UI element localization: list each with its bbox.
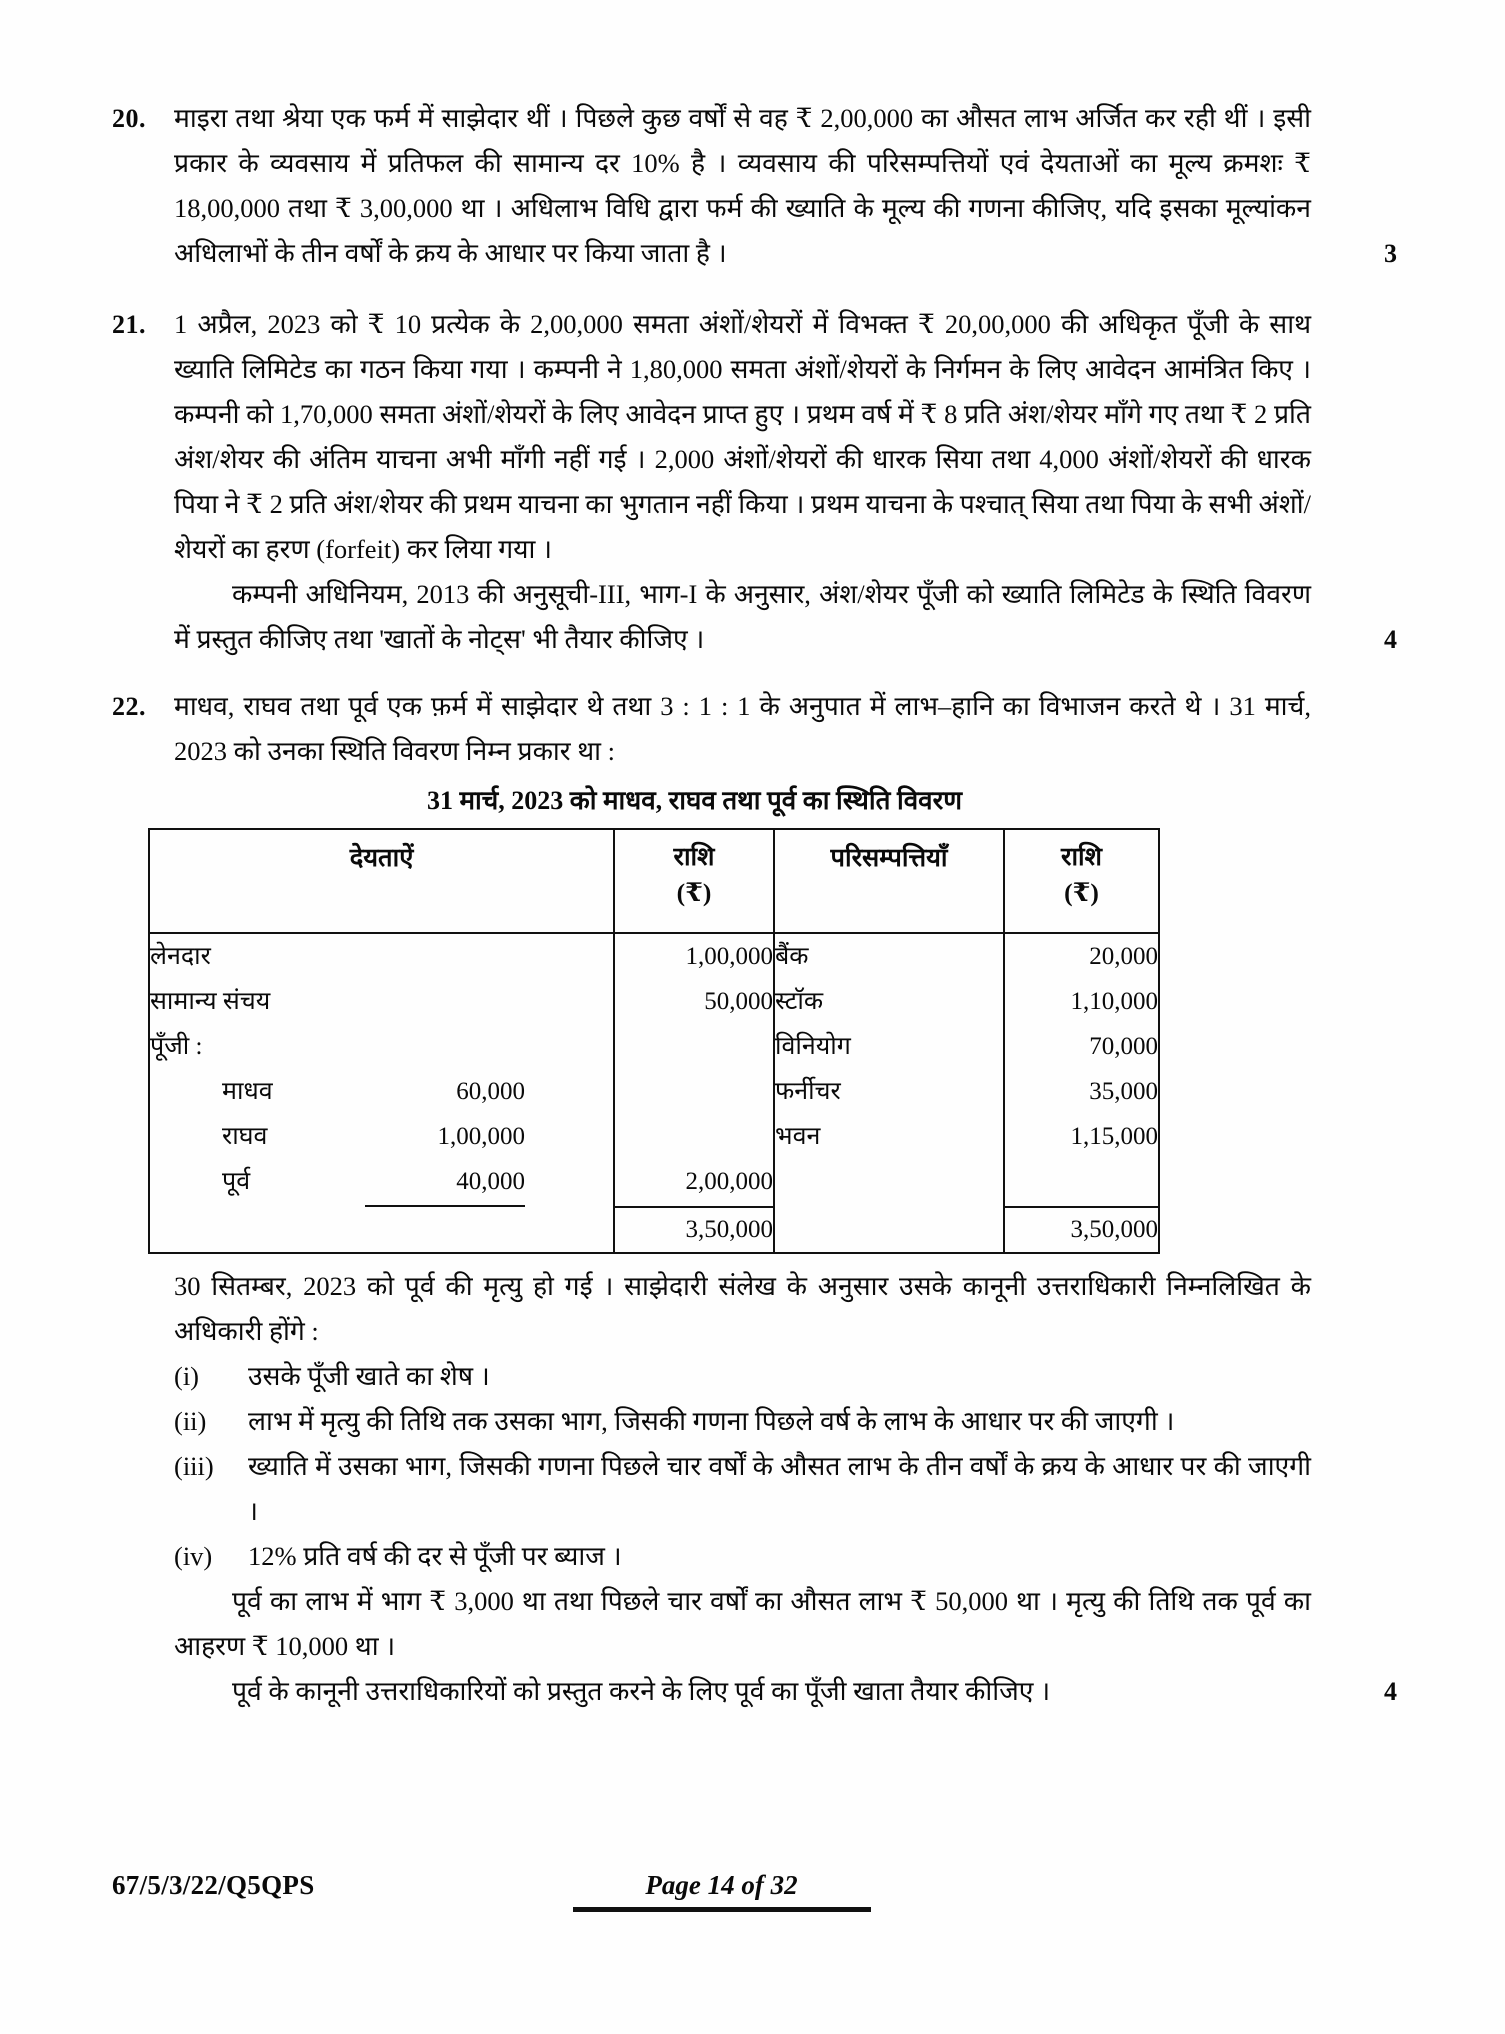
question-21-marks: 4: [1384, 625, 1397, 654]
asset-label-3: फर्नीचर: [775, 1078, 841, 1105]
question-20-text: माइरा तथा श्रेया एक फर्म में साझेदार थीं । पिछले कुछ वर्षों से वह ₹ 2,00,000 का औसत लाभ अर्जित कर रही थीं । इसी प्रकार के व्यवसाय में प्रतिफल की सामान्य दर 10% है । व्यवसाय की परिसम्पत्तियों एवं देयताओं का मूल्य क्रमशः ₹ 18,00,000 तथा ₹ 3,00,000 था । अधिलाभ विधि द्वारा फर्म की ख्याति के मूल्य की गणना कीजिए, यदि इसका मूल्यांकन अधिलाभों के तीन वर्षों के क्रय के आधार पर किया जाता है ।: [174, 103, 1311, 268]
liability-amount-spacer-1: [615, 1024, 773, 1069]
liability-label-2: पूँजी :: [150, 1033, 203, 1060]
clause-marker-0: (i): [174, 1361, 200, 1391]
capital-subrow-1: [150, 1114, 613, 1159]
clause-marker-2: (iii): [174, 1451, 214, 1481]
question-22-after-table-gutter: [112, 1264, 174, 1309]
clause-marker-3: (iv): [174, 1541, 213, 1571]
asset-amount-3: 35,000: [1089, 1078, 1159, 1105]
clause-marker-1: (ii): [174, 1406, 207, 1436]
clause-list: [174, 1354, 1311, 1579]
total-right-blank: [774, 1207, 1004, 1253]
capital-partner-value-2: 40,000: [365, 1159, 525, 1207]
assets-amount-cell: [1004, 933, 1159, 1207]
liability-amount-1: 50,000: [704, 988, 774, 1015]
capital-partner-name-2: पूर्व: [222, 1168, 251, 1195]
assets-label-cell: [774, 933, 1004, 1207]
liabilities-body-cell: [149, 933, 614, 1207]
capital-subrow-2: [150, 1159, 613, 1207]
page-number-label: Page 14 of 32: [645, 1870, 798, 1900]
asset-amount-0: 20,000: [1089, 943, 1159, 970]
asset-label-0: बैंक: [775, 943, 809, 970]
question-22-body: [174, 684, 1397, 774]
page-number-block: [573, 1870, 871, 1912]
clause-text-3: 12% प्रति वर्ष की दर से पूँजी पर ब्याज ।: [248, 1541, 622, 1571]
total-right-amount: 3,50,000: [1004, 1207, 1159, 1253]
balance-sheet-title: 31 मार्च, 2023 को माधव, राघव तथा पूर्व का स्थिति विवरण: [426, 786, 963, 815]
question-21-text-para-2: कम्पनी अधिनियम, 2013 की अनुसूची-III, भाग-I के अनुसार, अंश/शेयर पूँजी को ख्याति लिमिटेड के स्थिति विवरण में प्रस्तुत कीजिए तथा 'खातों के नोट्स' भी तैयार कीजिए ।: [174, 579, 1311, 654]
asset-amount-4: 1,15,000: [1070, 1123, 1159, 1150]
liability-amount-spacer-3: [615, 1114, 773, 1159]
header-assets: परिसम्पत्तियाँ: [774, 829, 1004, 933]
question-22-after-table: [112, 1264, 1397, 1354]
list-item: [174, 1354, 1311, 1399]
header-amount-left-line2: (₹): [676, 878, 712, 907]
question-21-number: 21.: [112, 310, 146, 339]
question-21: [112, 302, 1397, 662]
capital-partner-name-0: माधव: [222, 1078, 273, 1105]
question-22-after-table-text: 30 सितम्बर, 2023 को पूर्व की मृत्यु हो गई । साझेदारी संलेख के अनुसार उसके कानूनी उत्तराधिकारी निम्नलिखित के अधिकारी होंगे :: [174, 1271, 1311, 1346]
question-22-clauses-body: [174, 1354, 1397, 1579]
header-amount-left: [614, 829, 774, 933]
balance-sheet-wrap: [112, 828, 1397, 1254]
page-content: [112, 96, 1397, 1714]
list-item: [174, 1534, 1311, 1579]
question-22-clauses: [112, 1354, 1397, 1579]
liability-label-0: लेनदार: [150, 943, 211, 970]
asset-amount-2: 70,000: [1089, 1033, 1159, 1060]
assets-spacer: [775, 1159, 1003, 1204]
liabilities-amount-cell: [614, 933, 774, 1207]
header-amount-left-line1: राशि: [673, 842, 715, 871]
question-22-marks: 4: [1384, 1677, 1397, 1706]
capital-partner-value-0: 60,000: [456, 1078, 525, 1105]
header-amount-right-line1: राशि: [1061, 842, 1102, 871]
asset-label-2: विनियोग: [775, 1033, 851, 1060]
header-amount-right: [1004, 829, 1159, 933]
assets-amount-spacer: [1005, 1159, 1158, 1204]
footer-divider: [573, 1907, 871, 1912]
list-item: [174, 1399, 1311, 1444]
capital-total-amount: 2,00,000: [685, 1168, 774, 1195]
liability-amount-0: 1,00,000: [685, 943, 774, 970]
page-footer: [112, 1870, 1397, 1912]
question-22-closing-body: [174, 1579, 1397, 1714]
question-22-clauses-gutter: [112, 1354, 174, 1399]
total-left-blank: [149, 1207, 614, 1253]
capital-partner-value-1: 1,00,000: [437, 1123, 525, 1150]
clause-text-1: लाभ में मृत्यु की तिथि तक उसका भाग, जिसकी गणना पिछले वर्ष के लाभ के आधार पर की जाएगी ।: [248, 1406, 1175, 1436]
question-22-after-table-body: [174, 1264, 1397, 1354]
question-22-closing-para-1: पूर्व का लाभ में भाग ₹ 3,000 था तथा पिछले चार वर्षों का औसत लाभ ₹ 50,000 था । मृत्यु की तिथि तक पूर्व का आहरण ₹ 10,000 था ।: [174, 1586, 1311, 1661]
header-amount-right-line2: (₹): [1064, 878, 1099, 907]
liability-label-1: सामान्य संचय: [150, 988, 271, 1015]
balance-sheet-table: [148, 828, 1160, 1254]
total-left-amount: 3,50,000: [614, 1207, 774, 1253]
question-20-body: [174, 96, 1397, 276]
question-22: [112, 684, 1397, 774]
question-22-number: 22.: [112, 692, 146, 721]
header-liabilities: देयताऐं: [149, 829, 614, 933]
question-20-number: 20.: [112, 104, 146, 133]
clause-text-0: उसके पूँजी खाते का शेष ।: [248, 1361, 490, 1391]
question-20: [112, 96, 1397, 276]
question-22-intro: माधव, राघव तथा पूर्व एक फ़र्म में साझेदार थे तथा 3 : 1 : 1 के अनुपात में लाभ–हानि का विभाजन करते थे । 31 मार्च, 2023 को उनका स्थिति विवरण निम्न प्रकार था :: [174, 691, 1311, 766]
question-21-text-para-1: 1 अप्रैल, 2023 को ₹ 10 प्रत्येक के 2,00,000 समता अंशों/शेयरों में विभक्त ₹ 20,00,000 की अधिकृत पूँजी के साथ ख्याति लिमिटेड का गठन किया गया । कम्पनी ने 1,80,000 समता अंशों/शेयरों के निर्गमन के लिए आवेदन आमंत्रित किए । कम्पनी को 1,70,000 समता अंशों/शेयरों के लिए आवेदन प्राप्त हुए । प्रथम वर्ष में ₹ 8 प्रति अंश/शेयर माँगे गए तथा ₹ 2 प्रति अंश/शेयर की अंतिम याचना अभी माँगी नहीं गई । 2,000 अंशों/शेयरों की धारक सिया तथा 4,000 अंशों/शेयरों की धारक पिया ने ₹ 2 प्रति अंश/शेयर की प्रथम याचना का भुगतान नहीं किया । प्रथम याचना के पश्चात् सिया तथा पिया के सभी अंशों/शेयरों का हरण (forfeit) कर लिया गया ।: [174, 309, 1311, 564]
list-item: [174, 1444, 1311, 1534]
asset-label-4: भवन: [775, 1123, 821, 1150]
paper-code: 67/5/3/22/Q5QPS: [112, 1870, 315, 1900]
capital-partner-name-1: राघव: [222, 1123, 268, 1150]
balance-sheet-total-row: [149, 1207, 1159, 1253]
liability-amount-spacer-2: [615, 1069, 773, 1114]
balance-sheet-header-row: [149, 829, 1159, 933]
question-21-body: [174, 302, 1397, 662]
question-22-closing-para-2: पूर्व के कानूनी उत्तराधिकारियों को प्रस्तुत करने के लिए पूर्व का पूँजी खाता तैयार कीजिए ।: [232, 1676, 1051, 1706]
question-20-marks: 3: [1384, 239, 1397, 268]
asset-amount-1: 1,10,000: [1070, 988, 1159, 1015]
capital-subrow-0: [150, 1069, 613, 1114]
asset-label-1: स्टॉक: [775, 988, 824, 1015]
question-22-closing-gutter: [112, 1579, 174, 1624]
question-22-closing: [112, 1579, 1397, 1714]
clause-text-2: ख्याति में उसका भाग, जिसकी गणना पिछले चार वर्षों के औसत लाभ के तीन वर्षों के क्रय के आधार पर की जाएगी ।: [248, 1451, 1311, 1526]
